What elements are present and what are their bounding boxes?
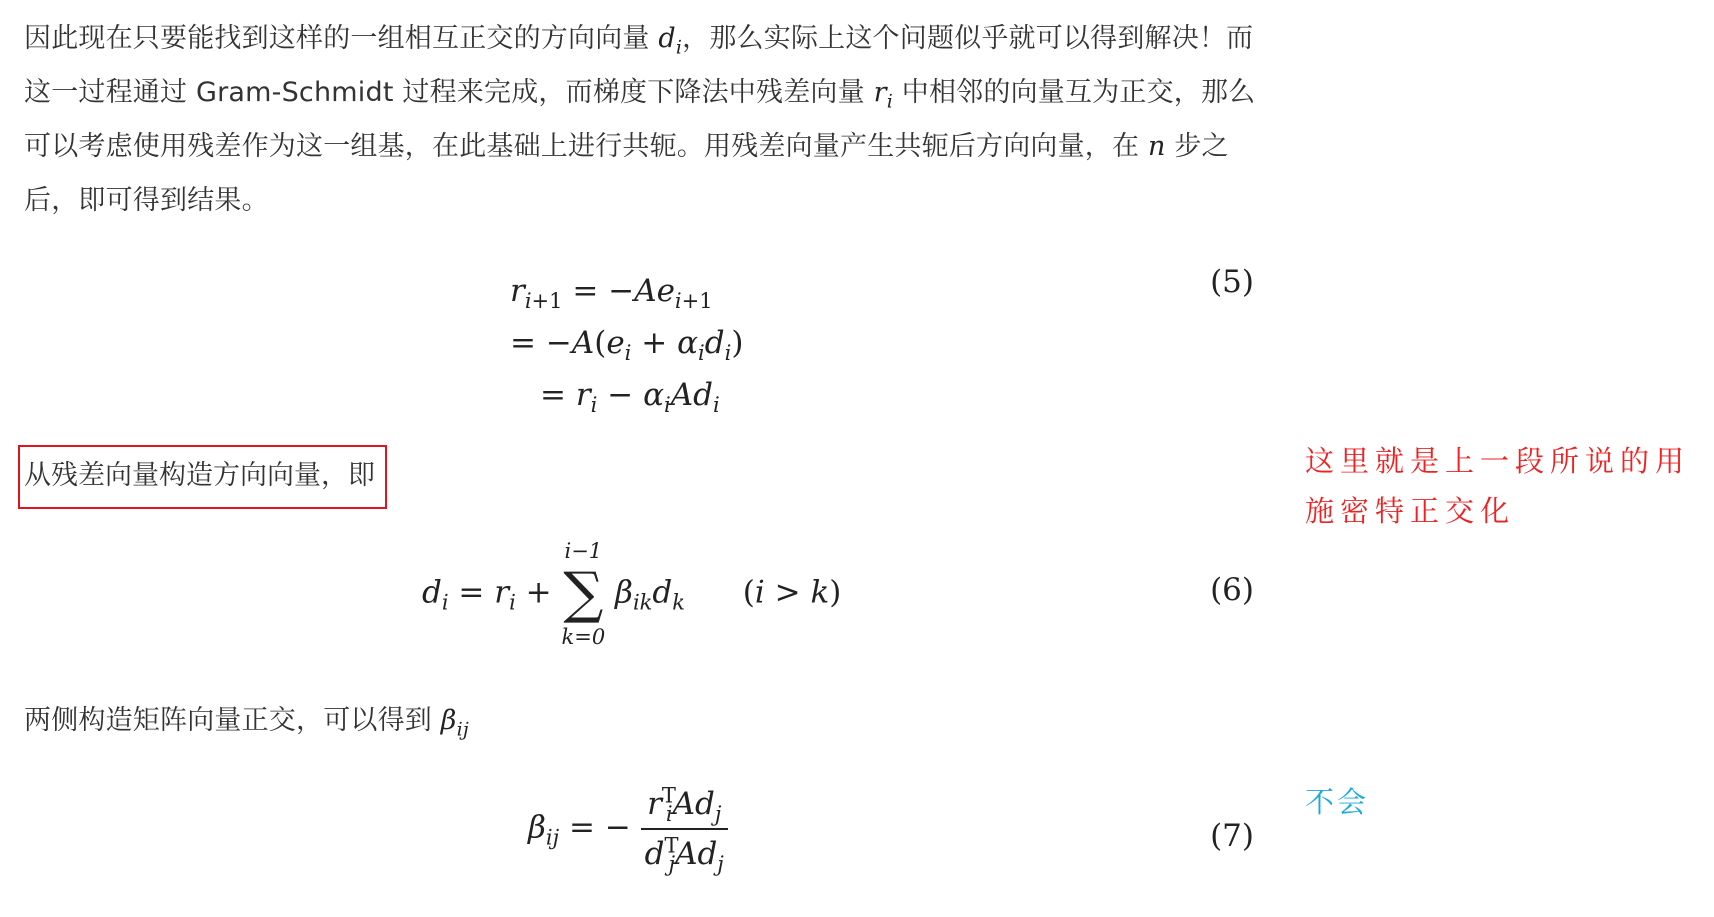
equation-5-line-2: = $-A(e_i + \alpha_id_i)$ bbox=[510, 325, 744, 366]
equation-6-number: (6) bbox=[1210, 572, 1254, 608]
equation-6: $d_i = r_i$ + i−1 ∑ k=0 $\beta_{ik}d_k$ (i > k) bbox=[422, 539, 842, 649]
second-paragraph-text: 两侧构造矩阵向量正交，可以得到 bbox=[24, 705, 441, 736]
handwritten-note-red: 这里就是上一段所说的用施密特正交化 bbox=[1305, 444, 1691, 528]
intro-text-1: 因此现在只要能找到这样的一组相互正交的方向向量 bbox=[24, 23, 659, 54]
fraction-denominator: $d^T_jAd_j$ bbox=[644, 833, 724, 877]
highlighted-sentence: 从残差向量构造方向向量，即 bbox=[24, 460, 375, 491]
intro-text-2: ，那么实际上这个问题似乎就可以得到解决！而这一过程通过 Gram-Schmidt 过程来完成，而梯度下降法中残差向量 bbox=[24, 23, 1254, 108]
equation-7-number: (7) bbox=[1210, 818, 1254, 854]
second-paragraph bbox=[24, 694, 1264, 748]
equation-7: $\beta_{ij}$ = − $\frac{r^T_iAd_j}{d^T_jAd_j}$ bbox=[528, 786, 728, 872]
highlighted-sentence-box bbox=[18, 445, 387, 509]
intro-paragraph bbox=[24, 12, 1264, 228]
equation-5-line-3: = $r_i - \alpha_iAd_i$ bbox=[540, 377, 720, 418]
equation-5-number: (5) bbox=[1210, 264, 1254, 300]
handwritten-note-blue: 不会 bbox=[1305, 785, 1370, 819]
equation-5-block bbox=[510, 265, 743, 421]
math-d-i: $d_i$ bbox=[658, 23, 683, 59]
intro-text-4: 步之后，即可得到结果。 bbox=[24, 131, 1229, 216]
sigma-symbol: ∑ bbox=[563, 561, 604, 626]
summation bbox=[562, 538, 606, 650]
sum-lower-limit: k=0 bbox=[561, 625, 606, 649]
math-n: n bbox=[1147, 131, 1166, 162]
fraction-numerator: $r^T_iAd_j$ bbox=[641, 786, 728, 830]
sum-upper-limit: i−1 bbox=[564, 539, 603, 563]
math-r-i: $r_i$ bbox=[873, 77, 893, 113]
fraction bbox=[641, 783, 728, 877]
equation-5-line-1: $r_{i+1} = -Ae_{i+1}$ bbox=[510, 273, 713, 314]
math-beta-ij: $\beta_{ij}$ bbox=[440, 705, 469, 741]
intro-text-3: 中相邻的向量互为正交，那么可以考虑使用残差作为这一组基，在此基础上进行共轭。用残差向量产生共轭后方向向量，在 bbox=[24, 77, 1256, 162]
